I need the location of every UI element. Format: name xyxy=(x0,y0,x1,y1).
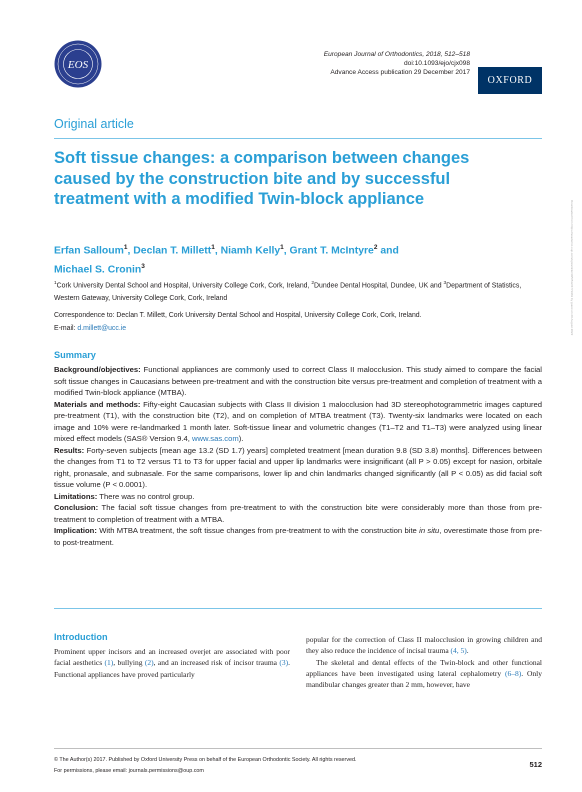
author-name[interactable]: Declan T. Millett xyxy=(133,245,212,257)
author-name[interactable]: Niamh Kelly xyxy=(220,245,281,257)
affiliations xyxy=(54,278,542,305)
eos-logo-icon xyxy=(54,40,102,88)
paragraph: popular for the correction of Class II malocclusion in growing children and they also reduce the incidence of incisal trauma (4, 5). xyxy=(306,635,542,656)
citation-link[interactable]: (6–8) xyxy=(505,668,522,678)
summary-heading: Summary xyxy=(54,350,96,360)
divider xyxy=(54,748,542,749)
article-title: Soft tissue changes: a comparison between changes caused by the construction bite and by successful treatment with a modified Twin-block appliance xyxy=(54,149,470,208)
divider xyxy=(54,608,542,609)
affiliation-2: Dundee Dental Hospital, Dundee, UK and xyxy=(314,282,444,290)
journal-citation: European Journal of Orthodontics, 2018, 512–518 xyxy=(323,51,470,58)
body-column-left xyxy=(54,646,290,680)
affiliation-mark: 1 xyxy=(54,281,57,286)
journal-info xyxy=(300,50,470,78)
copyright-footer xyxy=(54,755,474,776)
affiliation-3: Department of Statistics, Western Gateway, University College Cork, Cork, Ireland xyxy=(54,282,522,302)
author-affiliation-mark: 2 xyxy=(373,244,378,251)
doi[interactable]: doi:10.1093/ejo/cjx098 xyxy=(404,60,470,68)
download-watermark: Downloaded from https://academic.oup.com/ejo/article/40/5/512/4773963 by guest on 20 August 2022 xyxy=(570,200,574,336)
advance-access: Advance Access publication 29 December 2017 xyxy=(330,69,470,77)
journal-logo xyxy=(54,40,102,88)
citation-link[interactable]: (3) xyxy=(279,658,289,668)
summary-body xyxy=(54,364,542,548)
permissions-line: For permissions, please email: journals.permissions@oup.com xyxy=(54,767,204,774)
correspondence-text: Correspondence to: Declan T. Millett, Cork University Dental School and Hospital, University College Cork, Cork, Ireland. xyxy=(54,312,422,319)
introduction-heading: Introduction xyxy=(54,632,108,642)
summary-conclusion: Conclusion: The facial soft tissue changes from pre-treatment to with the construction bite were considerably more than those from pre-treatment to completion of treatment with a MTBA. xyxy=(54,503,542,524)
author-name[interactable]: Grant T. McIntyre xyxy=(289,245,374,257)
affiliation-1: Cork University Dental School and Hospital, University College Cork, Cork, Ireland, xyxy=(56,282,312,290)
publisher-logo xyxy=(478,67,542,94)
author-affiliation-mark: 1 xyxy=(211,244,215,251)
article-type: Original article xyxy=(54,117,134,131)
citation-link[interactable]: (2) xyxy=(144,658,154,668)
affiliation-mark: 2 xyxy=(311,281,315,286)
author-name[interactable]: Erfan Salloum xyxy=(54,245,124,257)
summary-background: Background/objectives: Functional appliances are commonly used to correct Class II malocclusion. This study aimed to compare the facial soft tissue changes in Caucasians between pre-treatment and with the construction bite versus pre-treatment and completion of treatment with a modified Twin-block appliance (MTBA). xyxy=(54,365,542,397)
page-number: 512 xyxy=(529,760,542,769)
body-column-right xyxy=(306,634,542,690)
correspondence xyxy=(54,310,542,335)
summary-methods: Materials and methods: Fifty-eight Caucasian subjects with Class II division 1 malocclusion had 3D stereophotogrammetric images captured pre-treatment (T1), with the construction bite (T2), and on completion of MTBA treatment (T3). Twenty-six landmarks were located on each image and 10% were re-landmarked 1 month later. Soft-tissue linear and volumetric changes (T1–T2 and T1–T3) were analyzed using linear mixed effect models (SAS® Version 9.4, www.sas.com). xyxy=(54,399,542,443)
author-list: Erfan Salloum$^1$, Declan T. Millett$^1$, Niamh Kelly$^1$, Grant T. McIntyre$^2$ and Michael S. Cronin$^3$ xyxy=(54,244,399,276)
summary-limitations: Limitations: There was no control group. xyxy=(54,491,195,501)
copyright-line: © The Author(s) 2017. Published by Oxford University Press on behalf of the European Orthodontic Society. All rights reserved. xyxy=(54,757,357,763)
citation-link[interactable]: (1) xyxy=(104,658,114,668)
author-name[interactable]: Michael S. Cronin xyxy=(54,264,142,276)
author-affiliation-mark: 1 xyxy=(280,244,284,251)
sas-link[interactable]: www.sas.com xyxy=(192,434,239,443)
affiliation-mark: 3 xyxy=(443,281,447,286)
email-link[interactable]: d.millett@ucc.ie xyxy=(77,324,127,332)
paragraph: Prominent upper incisors and an increased overjet are associated with poor facial aesthetics (1), bullying (2), and an increased risk of incisor trauma (3). Functional appliances have proved particularly xyxy=(54,647,290,679)
citation-link[interactable]: (4, 5) xyxy=(450,646,467,656)
author-affiliation-mark: 3 xyxy=(141,262,145,270)
summary-implication: Implication: With MTBA treatment, the soft tissue changes from pre-treatment to with the construction bite in situ, overestimate those from pre- to post-treatment. xyxy=(54,526,542,547)
publisher-name: OXFORD xyxy=(487,75,533,86)
summary-results: Results: Forty-seven subjects [mean age 13.2 (SD 1.7) years] completed treatment [mean duration 9.8 (SD 3.8) months]. Differences between the changes from T1 to T2 versus T1 to T3 for upper facial and upper lip landmarks were insignificant (all P > 0.05) except for nasion, orbitale right, pronasale, and subnasale. For the same comparisons, lower lip and chin landmarks changed significantly (all P < 0.05) as did facial soft tissue volume (P < 0.0001). xyxy=(54,445,542,489)
email-label: E-mail: xyxy=(54,324,78,332)
svg-text:EOS: EOS xyxy=(67,59,89,71)
paragraph: The skeletal and dental effects of the Twin-block and other functional appliances have been investigated using lateral cephalometry (6–8). Only mandibular changes greater than 2 mm, however, have xyxy=(306,657,542,690)
author-affiliation-mark: 1 xyxy=(123,244,128,251)
divider xyxy=(54,138,542,139)
